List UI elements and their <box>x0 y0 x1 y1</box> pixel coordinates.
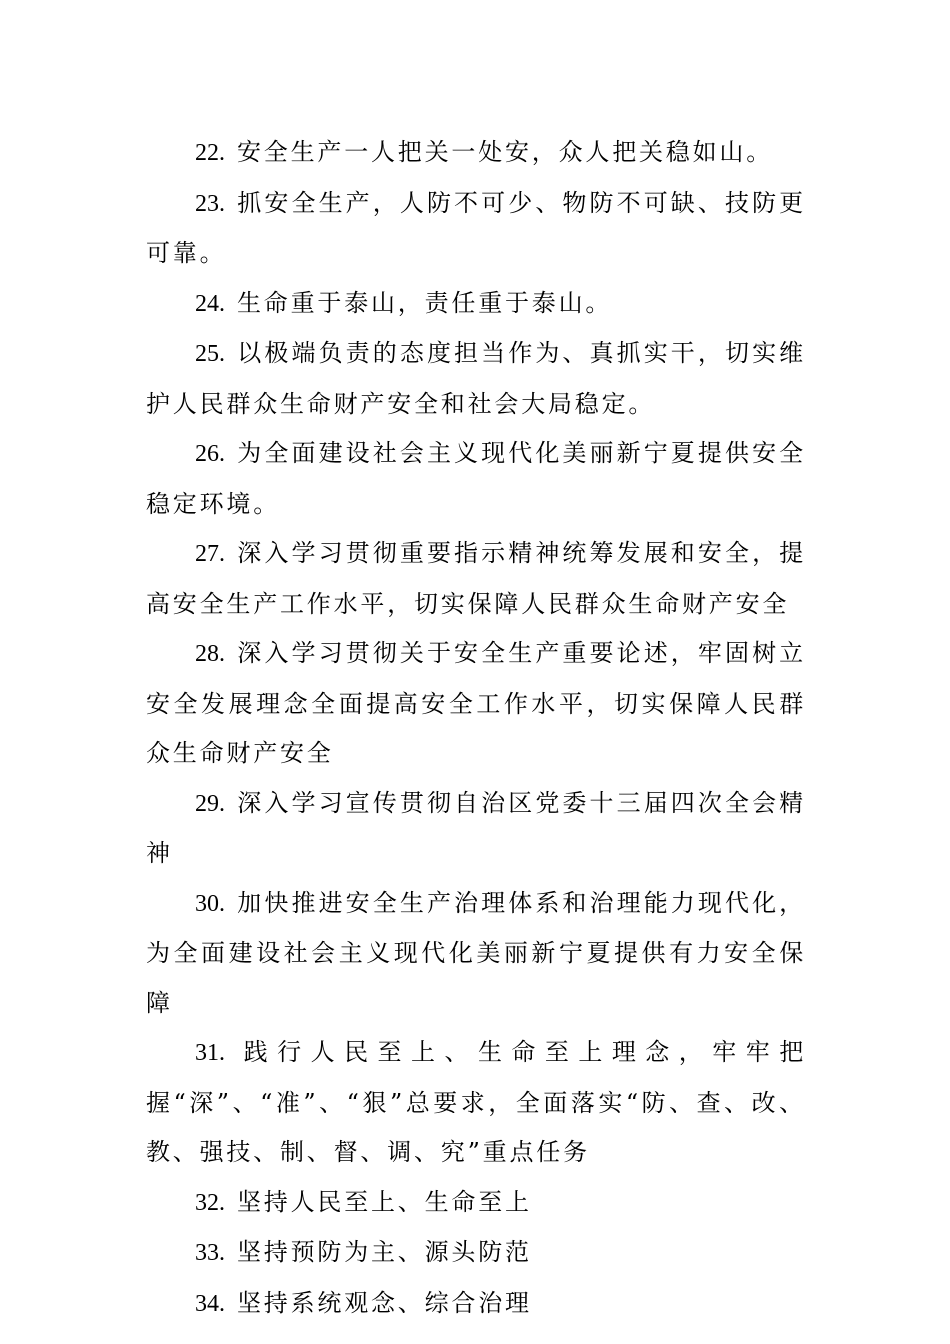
list-item <box>146 629 806 779</box>
list-item <box>146 1228 806 1279</box>
item-text: 践行人民至上、生命至上理念，牢牢把握“深”、“准”、“狠”总要求，全面落实“防、查、改、教、强技、制、督、调、究”重点任务 <box>146 1038 806 1166</box>
item-text: 深入学习宣传贯彻自治区党委十三届四次全会精神 <box>146 788 806 867</box>
list-item <box>146 529 806 629</box>
list-item <box>146 179 806 279</box>
item-text: 深入学习贯彻重要指示精神统筹发展和安全，提高安全生产工作水平，切实保障人民群众生命财产安全 <box>146 539 806 618</box>
item-text: 坚持人民至上、生命至上 <box>237 1187 532 1216</box>
item-text: 抓安全生产，人防不可少、物防不可缺、技防更可靠。 <box>146 188 806 267</box>
list-item <box>146 279 806 330</box>
item-number: 31. <box>195 1040 225 1066</box>
item-number: 30. <box>195 890 225 917</box>
list-item <box>146 1178 806 1229</box>
list-item <box>146 1028 806 1178</box>
item-text: 坚持预防为主、源头防范 <box>237 1238 532 1266</box>
item-text: 坚持系统观念、综合治理 <box>237 1288 532 1317</box>
list-item <box>146 779 806 879</box>
item-text: 生命重于泰山，责任重于泰山。 <box>237 288 613 317</box>
list-item <box>146 879 806 1029</box>
item-number: 28. <box>195 641 225 667</box>
item-number: 23. <box>195 190 225 217</box>
item-text: 安全生产一人把关一处安，众人把关稳如山。 <box>237 138 773 166</box>
list-item <box>146 1279 806 1330</box>
item-number: 33. <box>195 1240 225 1266</box>
item-text: 以极端负责的态度担当作为、真抓实干，切实维护人民群众生命财产安全和社会大局稳定。 <box>146 339 806 418</box>
item-number: 27. <box>195 541 225 567</box>
item-text: 为全面建设社会主义现代化美丽新宁夏提供安全稳定环境。 <box>146 439 806 518</box>
item-number: 25. <box>195 341 225 367</box>
item-number: 26. <box>195 441 225 467</box>
item-number: 22. <box>195 140 225 166</box>
list-item <box>146 429 806 529</box>
item-text: 深入学习贯彻关于安全生产重要论述，牢固树立安全发展理念全面提高安全工作水平，切实保障人民群众生命财产安全 <box>146 639 806 767</box>
item-number: 34. <box>195 1290 225 1317</box>
item-text: 加快推进安全生产治理体系和治理能力现代化，为全面建设社会主义现代化美丽新宁夏提供有力安全保障 <box>146 888 806 1017</box>
document-body <box>146 128 806 1329</box>
item-number: 29. <box>195 790 225 817</box>
list-item <box>146 329 806 429</box>
item-number: 32. <box>195 1189 225 1216</box>
list-item <box>146 128 806 179</box>
item-number: 24. <box>195 290 225 317</box>
